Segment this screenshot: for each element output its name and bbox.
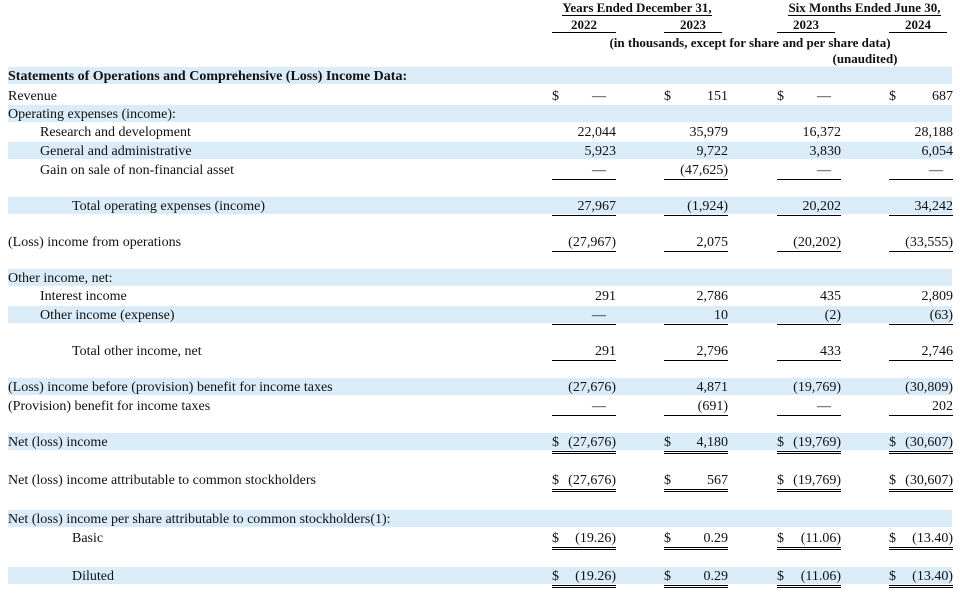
value-cell <box>664 143 728 160</box>
cell-value: 9,722 <box>696 144 728 159</box>
currency-sign: $ <box>889 531 896 546</box>
six-months-header-2024: 2024 <box>889 18 947 33</box>
currency-sign: $ <box>777 531 784 546</box>
value-cell <box>777 434 841 454</box>
row-label: Operating expenses (income): <box>8 107 176 122</box>
value-cell <box>552 88 616 105</box>
row-label: Basic <box>72 531 104 546</box>
currency-sign: $ <box>777 89 784 104</box>
value-cell <box>889 343 953 361</box>
value-cell <box>552 379 616 396</box>
value-cell <box>552 288 616 305</box>
value-cell <box>889 472 953 492</box>
currency-sign: $ <box>889 89 896 104</box>
cell-value: (19.26) <box>575 569 616 584</box>
value-cell <box>664 472 728 492</box>
value-cell <box>777 288 841 305</box>
value-cell <box>664 124 728 141</box>
row-label: Total operating expenses (income) <box>72 199 266 214</box>
value-cell <box>777 198 841 216</box>
cell-value: — <box>592 163 606 178</box>
value-cell <box>552 568 616 588</box>
cell-value: (19,769) <box>793 380 841 395</box>
value-cell <box>889 307 953 325</box>
currency-sign: $ <box>664 89 671 104</box>
value-cell <box>664 530 728 550</box>
cell-value: 22,044 <box>577 125 616 140</box>
row-label: Interest income <box>40 289 127 304</box>
value-cell <box>552 143 616 160</box>
cell-value: 202 <box>932 399 953 414</box>
value-cell <box>664 307 728 325</box>
cell-value: (13.40) <box>912 531 953 546</box>
value-cell <box>664 234 728 252</box>
row-label: Net (loss) income per share attributable to common stockholders(1): <box>8 512 391 527</box>
cell-value: (30,607) <box>905 435 953 450</box>
row-label: (Loss) income before (provision) benefit for income taxes <box>8 380 333 395</box>
value-cell <box>777 530 841 550</box>
currency-sign: $ <box>889 473 896 488</box>
cell-value: 2,746 <box>921 344 953 359</box>
row-label: Research and development <box>40 125 191 140</box>
value-cell <box>552 472 616 492</box>
row-label: Net (loss) income <box>8 435 108 450</box>
value-cell <box>777 143 841 160</box>
value-cell <box>889 143 953 160</box>
value-cell <box>552 124 616 141</box>
row-label: Diluted <box>72 569 114 584</box>
row-label: Other income, net: <box>8 271 113 286</box>
row-label: Net (loss) income attributable to common stockholders <box>8 473 316 488</box>
row-label: Other income (expense) <box>40 308 175 323</box>
cell-value: 151 <box>707 89 728 104</box>
value-cell <box>552 398 616 416</box>
cell-value: 10 <box>714 308 728 323</box>
cell-value: (11.06) <box>800 569 841 584</box>
cell-value: 6,054 <box>921 144 953 159</box>
value-cell <box>552 434 616 454</box>
cell-value: (2) <box>824 308 841 323</box>
currency-sign: $ <box>777 435 784 450</box>
row-band <box>8 269 952 286</box>
cell-value: (30,607) <box>905 473 953 488</box>
value-cell <box>889 162 953 180</box>
row-label: Revenue <box>8 89 57 104</box>
cell-value: 16,372 <box>802 125 841 140</box>
cell-value: (13.40) <box>912 569 953 584</box>
row-label: Statements of Operations and Comprehensive (Loss) Income Data: <box>8 69 408 84</box>
value-cell <box>889 379 953 396</box>
currency-sign: $ <box>552 473 559 488</box>
cell-value: (19,769) <box>793 473 841 488</box>
cell-value: (47,625) <box>680 163 728 178</box>
cell-value: 567 <box>707 473 728 488</box>
value-cell <box>664 379 728 396</box>
value-cell <box>777 568 841 588</box>
value-cell <box>552 343 616 361</box>
value-cell <box>777 398 841 416</box>
cell-value: (63) <box>929 308 953 323</box>
cell-value: 3,830 <box>809 144 841 159</box>
value-cell <box>777 162 841 180</box>
value-cell <box>664 88 728 105</box>
cell-value: — <box>592 308 606 323</box>
value-cell <box>777 472 841 492</box>
value-cell <box>552 307 616 325</box>
cell-value: (20,202) <box>793 235 841 250</box>
cell-value: (27,967) <box>568 235 616 250</box>
cell-value: 2,809 <box>921 289 953 304</box>
six-months-ended-header: Six Months Ended June 30, <box>788 0 941 15</box>
row-label: General and administrative <box>40 144 192 159</box>
value-cell <box>889 530 953 550</box>
cell-value: (11.06) <box>800 531 841 546</box>
value-cell <box>664 162 728 180</box>
value-cell <box>552 198 616 216</box>
value-cell <box>664 343 728 361</box>
value-cell <box>889 124 953 141</box>
cell-value: (27,676) <box>568 380 616 395</box>
row-label: (Loss) income from operations <box>8 235 182 250</box>
value-cell <box>552 530 616 550</box>
row-label: Gain on sale of non-financial asset <box>40 163 234 178</box>
cell-value: 20,202 <box>802 199 841 214</box>
cell-value: (30,809) <box>905 380 953 395</box>
currency-sign: $ <box>552 531 559 546</box>
cell-value: 687 <box>932 89 953 104</box>
value-cell <box>777 307 841 325</box>
year-header-2023: 2023 <box>664 18 722 33</box>
value-cell <box>889 288 953 305</box>
cell-value: — <box>592 89 606 104</box>
cell-value: 27,967 <box>577 199 616 214</box>
cell-value: 2,796 <box>696 344 728 359</box>
cell-value: (19,769) <box>793 435 841 450</box>
currency-sign: $ <box>889 435 896 450</box>
value-cell <box>777 343 841 361</box>
currency-sign: $ <box>664 473 671 488</box>
value-cell <box>889 234 953 252</box>
cell-value: (33,555) <box>905 235 953 250</box>
cell-value: 435 <box>820 289 841 304</box>
year-header-2022: 2022 <box>552 18 616 33</box>
cell-value: 28,188 <box>914 125 953 140</box>
currency-sign: $ <box>889 569 896 584</box>
cell-value: 34,242 <box>914 199 953 214</box>
value-cell <box>889 434 953 454</box>
currency-sign: $ <box>664 531 671 546</box>
value-cell <box>664 434 728 454</box>
currency-sign: $ <box>552 89 559 104</box>
cell-value: (1,924) <box>687 199 728 214</box>
value-cell <box>664 398 728 416</box>
cell-value: 35,979 <box>689 125 728 140</box>
cell-value: 2,786 <box>696 289 728 304</box>
cell-value: 5,923 <box>584 144 616 159</box>
cell-value: (27,676) <box>568 435 616 450</box>
currency-sign: $ <box>777 569 784 584</box>
years-ended-header: Years Ended December 31, <box>562 0 712 15</box>
unaudited-note: (unaudited) <box>832 51 898 66</box>
cell-value: — <box>817 163 831 178</box>
value-cell <box>552 162 616 180</box>
six-months-header-2023: 2023 <box>777 18 835 33</box>
cell-value: — <box>929 163 943 178</box>
value-cell <box>777 88 841 105</box>
currency-sign: $ <box>552 569 559 584</box>
cell-value: — <box>817 399 831 414</box>
currency-sign: $ <box>777 473 784 488</box>
value-cell <box>889 198 953 216</box>
cell-value: 291 <box>595 289 616 304</box>
currency-sign: $ <box>664 435 671 450</box>
row-label: (Provision) benefit for income taxes <box>8 399 211 414</box>
value-cell <box>664 198 728 216</box>
value-cell <box>777 124 841 141</box>
value-cell <box>664 568 728 588</box>
cell-value: (19.26) <box>575 531 616 546</box>
units-note: (in thousands, except for share and per share data) <box>609 35 891 50</box>
value-cell <box>889 568 953 588</box>
row-label: Total other income, net <box>72 344 202 359</box>
value-cell <box>777 234 841 252</box>
currency-sign: $ <box>664 569 671 584</box>
cell-value: 433 <box>820 344 841 359</box>
cell-value: 0.29 <box>703 569 728 584</box>
cell-value: — <box>817 89 831 104</box>
value-cell <box>552 234 616 252</box>
value-cell <box>889 88 953 105</box>
cell-value: — <box>592 399 606 414</box>
cell-value: 4,871 <box>696 380 728 395</box>
value-cell <box>664 288 728 305</box>
cell-value: 0.29 <box>703 531 728 546</box>
cell-value: 291 <box>595 344 616 359</box>
cell-value: (27,676) <box>568 473 616 488</box>
value-cell <box>777 379 841 396</box>
currency-sign: $ <box>552 435 559 450</box>
cell-value: 2,075 <box>696 235 728 250</box>
cell-value: 4,180 <box>696 435 728 450</box>
cell-value: (691) <box>697 399 728 414</box>
value-cell <box>889 398 953 416</box>
